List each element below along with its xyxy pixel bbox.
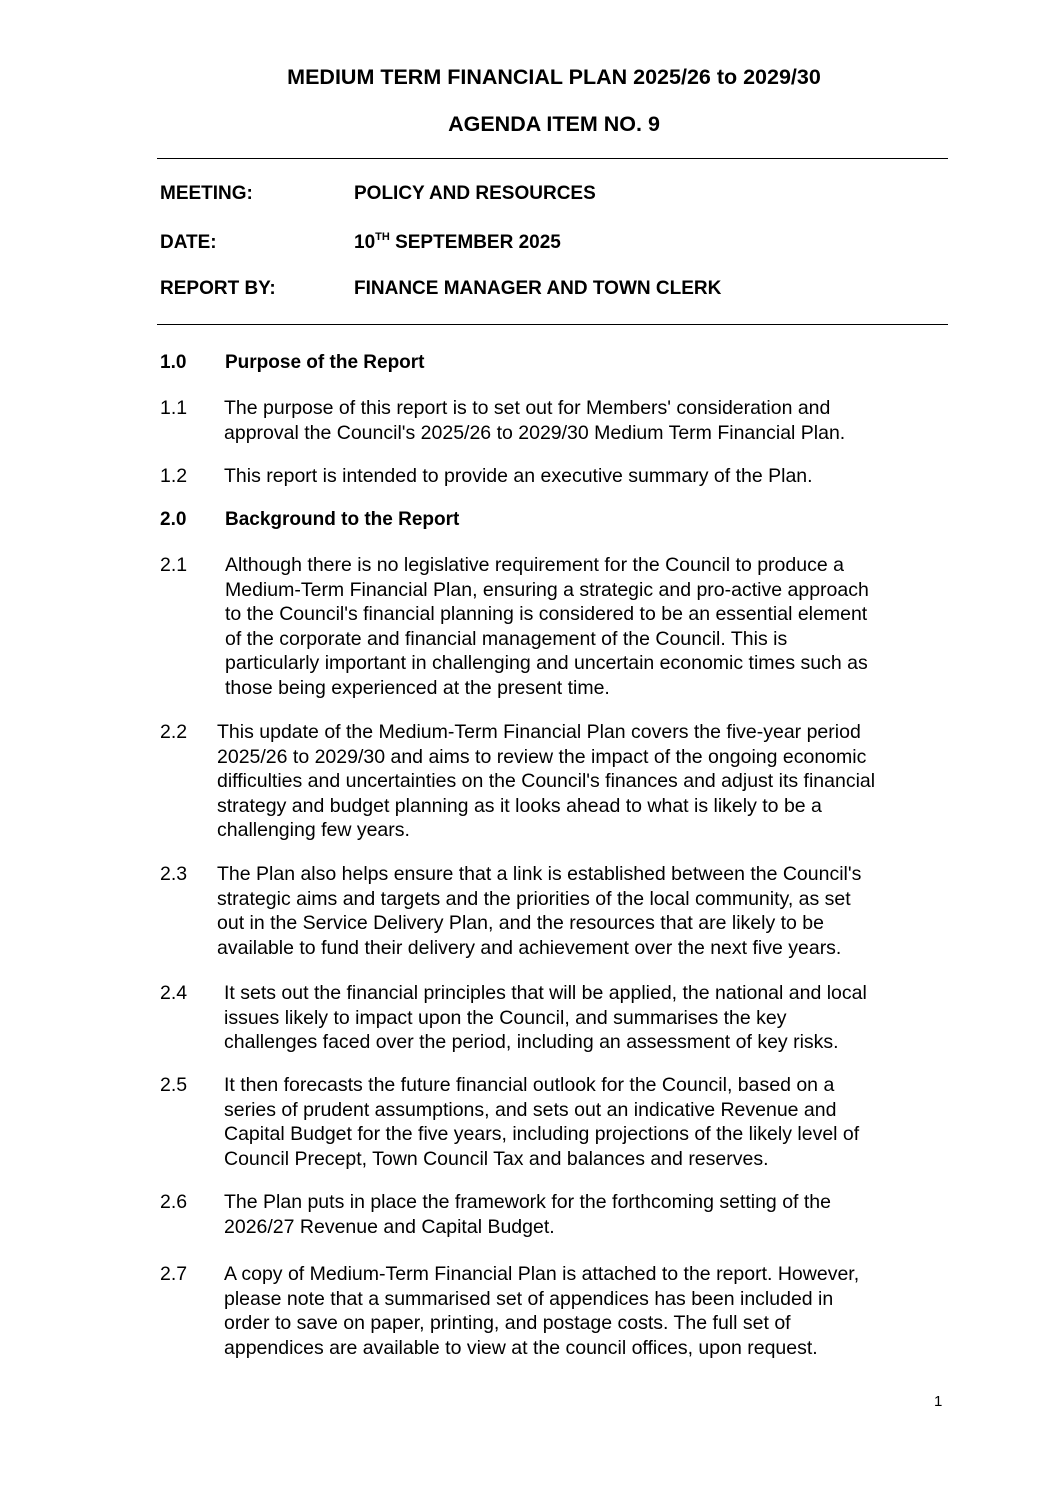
section-number: 2.0 (160, 509, 187, 530)
paragraph-number: 2.3 (160, 863, 188, 885)
paragraph-line: strategic aims and targets and the priorities of the local community, as set (217, 887, 851, 910)
paragraph-1-1 (160, 396, 950, 445)
paragraph-2-5 (160, 1073, 950, 1171)
paragraph-line: A copy of Medium-Term Financial Plan is attached to the report. However, (224, 1263, 860, 1285)
date-month-year: SEPTEMBER 2025 (389, 232, 561, 253)
paragraph-2-7 (160, 1262, 950, 1360)
date-label: DATE: (160, 232, 217, 253)
paragraph-line: approval the Council's 2025/26 to 2029/30 Medium Term Financial Plan. (224, 421, 846, 444)
paragraph-2-6 (160, 1190, 950, 1239)
paragraph-line: 2026/27 Revenue and Capital Budget. (224, 1215, 555, 1238)
paragraph-line: Council Precept, Town Council Tax and balances and reserves. (224, 1147, 769, 1170)
paragraph-line: It sets out the financial principles that will be applied, the national and local (224, 982, 867, 1004)
section-heading-2 (160, 508, 459, 532)
paragraph-line: those being experienced at the present time. (225, 676, 610, 699)
paragraph-line: particularly important in challenging and uncertain economic times such as (225, 652, 868, 674)
date-ordinal-suffix: TH (375, 231, 390, 243)
paragraph-line: This update of the Medium-Term Financial Plan covers the five-year period (217, 721, 861, 743)
paragraph-line: to the Council's financial planning is considered to be an essential element (225, 603, 868, 625)
paragraph-line: of the corporate and financial management of the Council. This is (225, 627, 788, 650)
paragraph-line: Capital Budget for the five years, including projections of the likely level of (224, 1123, 860, 1145)
paragraph-number: 2.6 (160, 1191, 188, 1213)
paragraph-line: please note that a summarised set of appendices has been included in (224, 1287, 834, 1310)
paragraph-line: The purpose of this report is to set out for Members' consideration and (224, 397, 831, 419)
paragraph-number: 2.2 (160, 721, 188, 743)
section-title: Background to the Report (225, 509, 460, 530)
section-heading-1 (160, 351, 425, 375)
paragraph-number: 2.4 (160, 982, 188, 1004)
paragraph-line: appendices are available to view at the council offices, upon request. (224, 1336, 818, 1359)
paragraph-line: issues likely to impact upon the Council, and summarises the key (224, 1006, 787, 1029)
paragraph-number: 1.1 (160, 397, 188, 419)
paragraph-line: Medium-Term Financial Plan, ensuring a strategic and pro-active approach (225, 578, 869, 601)
paragraph-2-1 (160, 553, 950, 700)
paragraph-line: out in the Service Delivery Plan, and the resources that are likely to be (217, 912, 824, 934)
header-top-rule (157, 158, 948, 159)
paragraph-2-3 (160, 862, 950, 960)
section-number: 1.0 (160, 352, 187, 373)
paragraph-1-2 (160, 464, 950, 489)
date-value (354, 231, 561, 255)
report-by-value: FINANCE MANAGER AND TOWN CLERK (354, 278, 722, 299)
paragraph-line: difficulties and uncertainties on the Council's finances and adjust its financial (217, 770, 876, 792)
header-bottom-rule (157, 324, 948, 325)
paragraph-line: Although there is no legislative requirement for the Council to produce a (225, 554, 844, 576)
paragraph-number: 2.5 (160, 1074, 188, 1096)
paragraph-number: 2.1 (160, 554, 188, 576)
paragraph-line: This report is intended to provide an executive summary of the Plan. (224, 465, 813, 487)
paragraph-line: The Plan also helps ensure that a link is established between the Council's (217, 863, 862, 885)
section-title: Purpose of the Report (225, 352, 425, 373)
document-title: MEDIUM TERM FINANCIAL PLAN 2025/26 to 2029/30 (287, 65, 821, 89)
meeting-value: POLICY AND RESOURCES (354, 183, 596, 204)
paragraph-line: strategy and budget planning as it looks ahead to what is likely to be a (217, 794, 822, 817)
page-number: 1 (934, 1393, 943, 1410)
paragraph-2-4 (160, 981, 950, 1055)
paragraph-line: series of prudent assumptions, and sets out an indicative Revenue and (224, 1098, 837, 1121)
meeting-label: MEETING: (160, 183, 253, 204)
paragraph-line: It then forecasts the future financial outlook for the Council, based on a (224, 1074, 835, 1096)
agenda-item-heading: AGENDA ITEM NO. 9 (448, 112, 660, 136)
date-day: 10 (354, 232, 376, 253)
paragraph-2-2 (160, 720, 950, 843)
paragraph-line: challenges faced over the period, including an assessment of key risks. (224, 1031, 839, 1053)
paragraph-line: 2025/26 to 2029/30 and aims to review the impact of the ongoing economic (217, 745, 867, 768)
paragraph-number: 2.7 (160, 1263, 188, 1285)
paragraph-line: order to save on paper, printing, and postage costs. The full set of (224, 1312, 791, 1334)
paragraph-number: 1.2 (160, 465, 188, 487)
paragraph-line: available to fund their delivery and achievement over the next five years. (217, 936, 842, 959)
report-by-label: REPORT BY: (160, 278, 276, 299)
paragraph-line: challenging few years. (217, 819, 410, 841)
paragraph-line: The Plan puts in place the framework for the forthcoming setting of the (224, 1191, 831, 1213)
